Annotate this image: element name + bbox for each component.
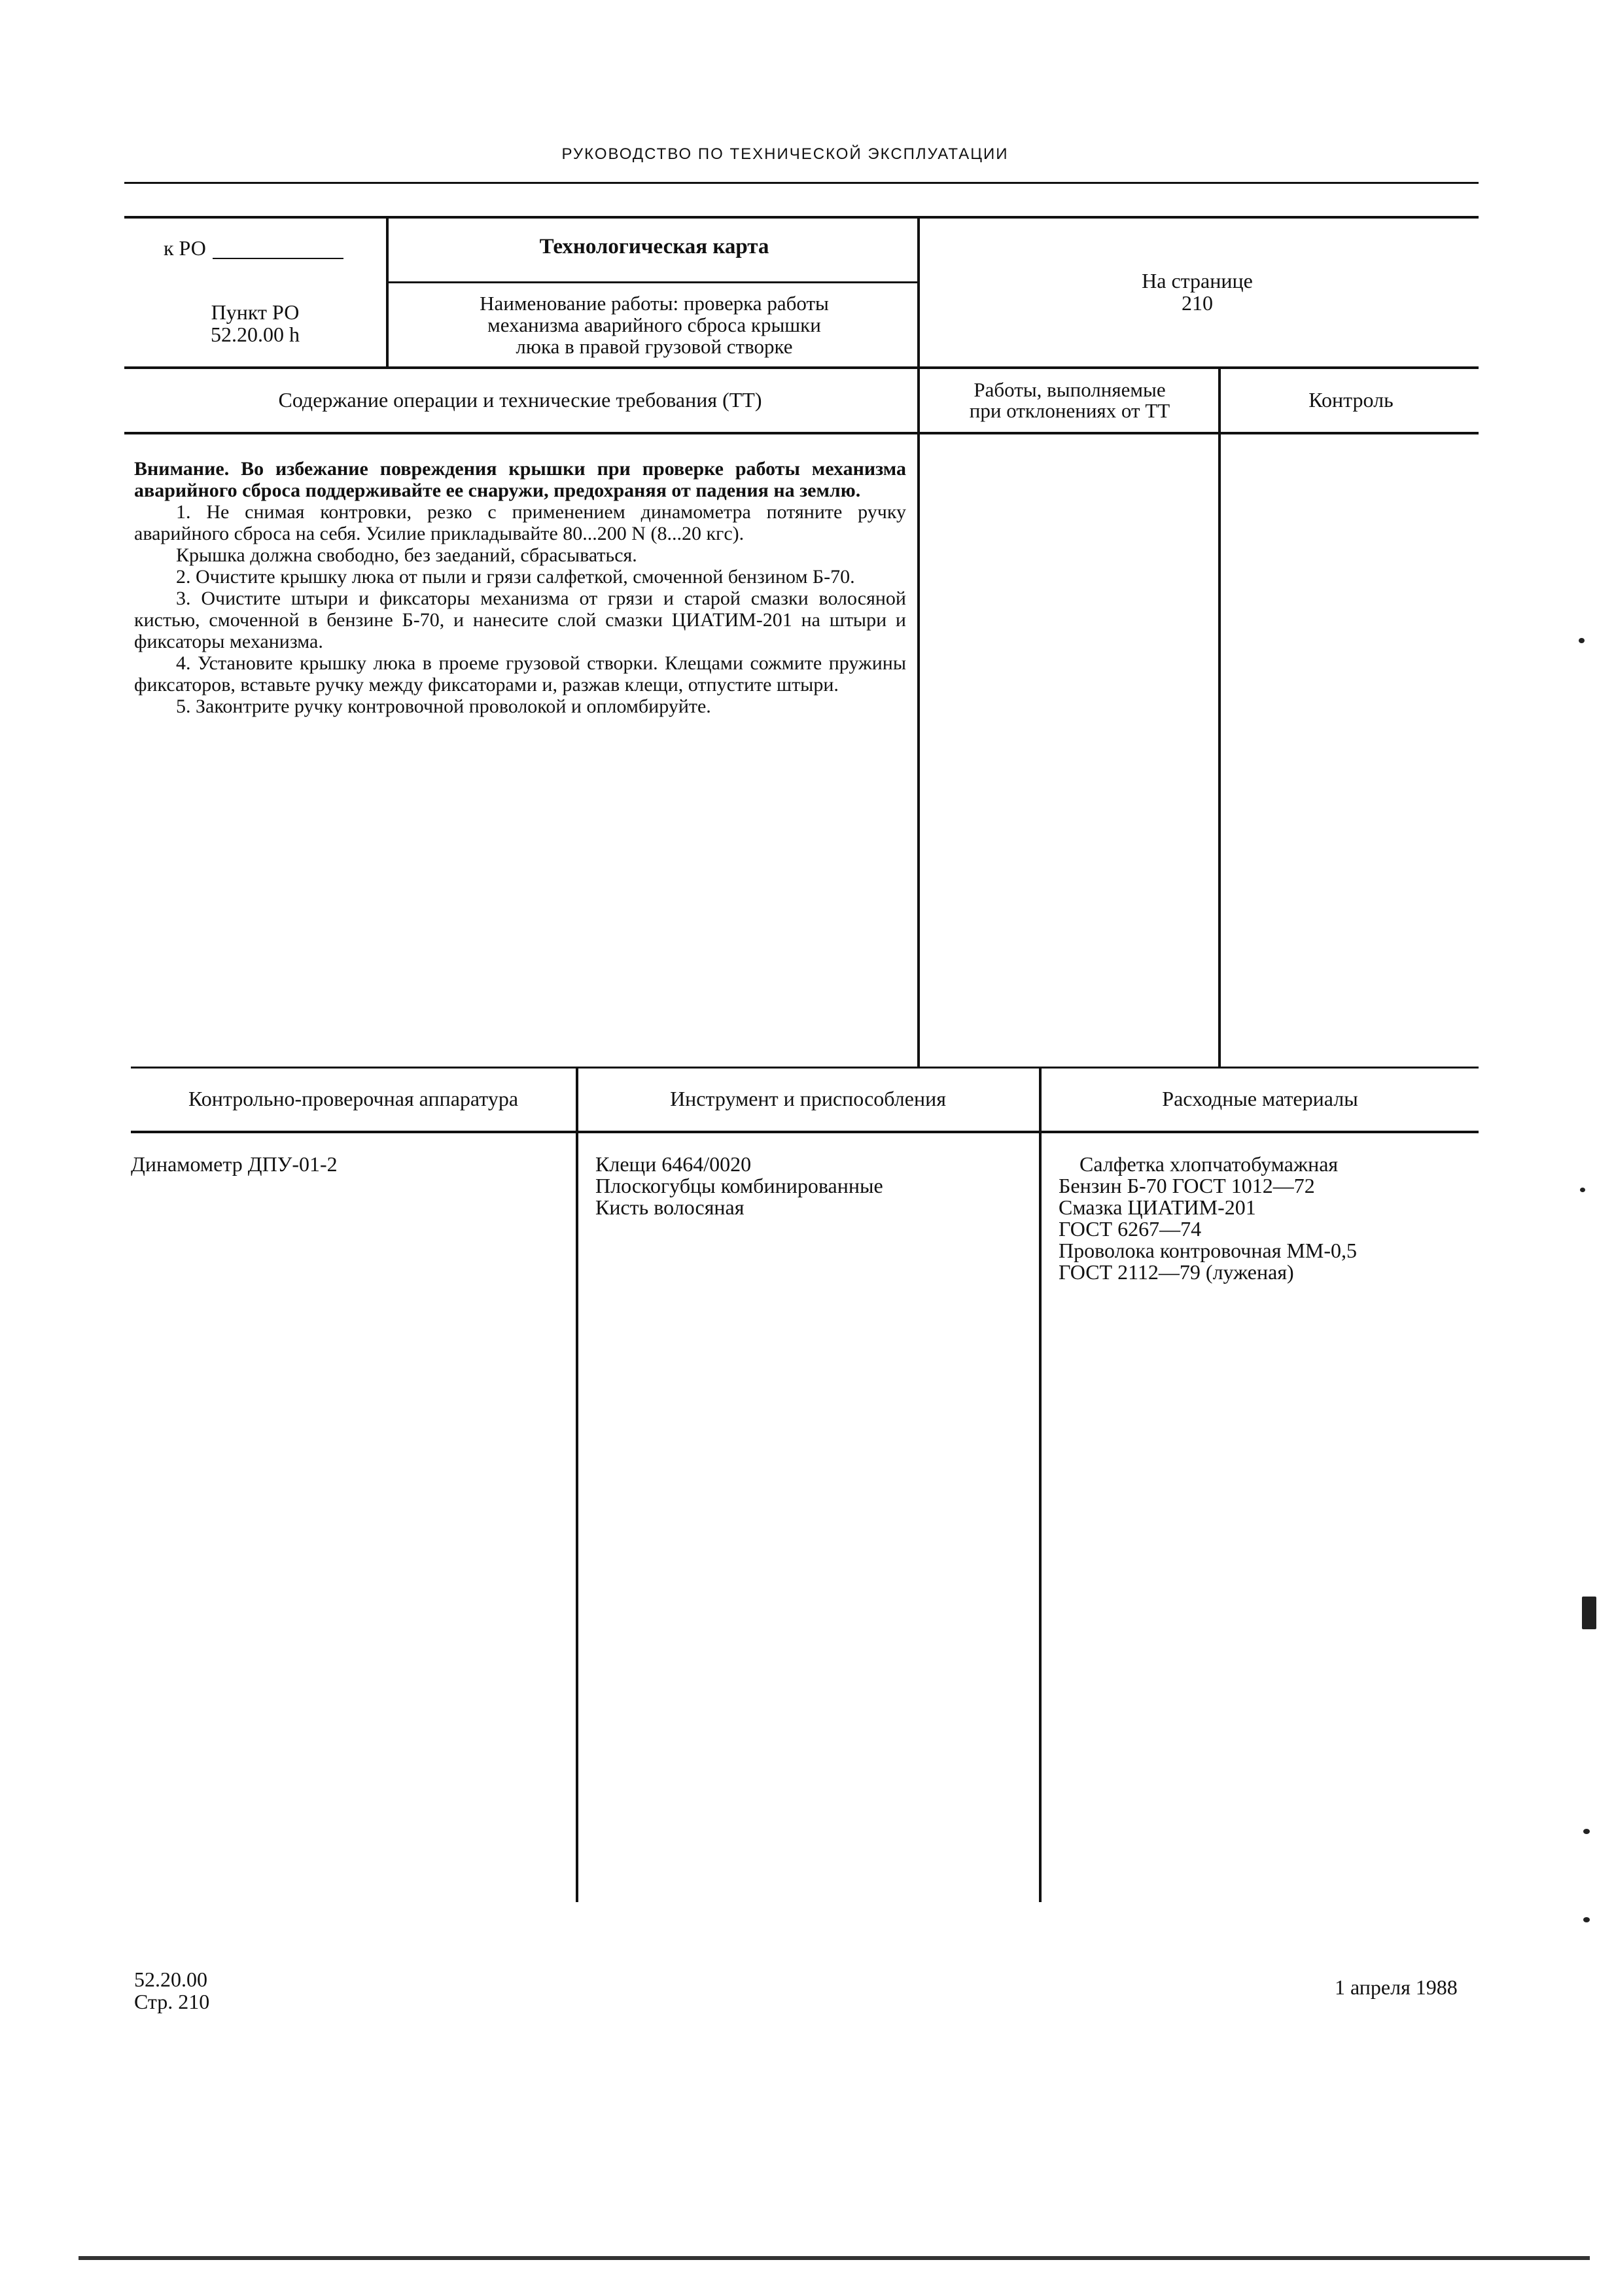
ref-blank-line bbox=[213, 258, 343, 259]
materials-item: ГОСТ 2112—79 (луженая) bbox=[1059, 1260, 1294, 1284]
ref-label-text: к РО bbox=[164, 236, 206, 260]
page-ref-label: На странице bbox=[1142, 269, 1253, 292]
card-mid-rule bbox=[386, 281, 917, 283]
resources-divider-1 bbox=[576, 1068, 578, 1902]
work-name-line-1: Наименование работы: проверка работы bbox=[480, 292, 829, 315]
operation-step-1: 1. Не снимая контровки, резко с применением динамометра потяните ручку аварийного сброса на себя. Усилие прикладывайте 80...200 N (8...20 кгс). bbox=[134, 501, 906, 544]
materials-item: Проволока контровочная ММ-0,5 bbox=[1059, 1239, 1357, 1262]
column-header-operation: Содержание операции и технические требования (ТТ) bbox=[278, 388, 762, 412]
scan-artifact bbox=[1583, 1829, 1590, 1834]
scan-bottom-edge bbox=[79, 2256, 1590, 2260]
card-divider-2 bbox=[917, 216, 920, 1068]
tools-header: Инструмент и приспособления bbox=[670, 1087, 946, 1110]
column-header-deviation-line-1: Работы, выполняемые bbox=[974, 378, 1166, 401]
scan-artifact bbox=[1583, 1917, 1590, 1922]
operation-step-3: 3. Очистите штыри и фиксаторы механизма от грязи и старой смазки волосяной кистью, смоченной в бензине Б-70, и нанесите слой смазки ЦИАТИМ-201 на штыри и фиксаторы механизма. bbox=[134, 588, 906, 652]
page-ref-block bbox=[1034, 270, 1361, 314]
work-name bbox=[393, 292, 916, 357]
column-header-deviation bbox=[922, 380, 1217, 421]
footer-date: 1 апреля 1988 bbox=[1335, 1975, 1458, 1999]
materials-item: Бензин Б-70 ГОСТ 1012—72 bbox=[1059, 1174, 1315, 1197]
card-title: Технологическая карта bbox=[539, 235, 769, 258]
materials-list bbox=[1059, 1154, 1357, 1283]
tools-item: Клещи 6464/0020 bbox=[595, 1152, 752, 1176]
page-ref-value: 210 bbox=[1182, 291, 1213, 315]
tools-list bbox=[595, 1154, 883, 1218]
work-name-line-3: люка в правой грузовой створке bbox=[516, 335, 793, 358]
card-divider-1 bbox=[386, 216, 389, 366]
punkt-label: Пункт РО bbox=[211, 300, 300, 324]
equipment-header: Контрольно-проверочная аппаратура bbox=[188, 1087, 519, 1110]
materials-header: Расходные материалы bbox=[1162, 1087, 1358, 1110]
operation-warning: Внимание. Во избежание повреждения крышки при проверке работы механизма аварийного сброса поддерживайте ее снаружи, предохраняя от падения на землю. bbox=[134, 458, 906, 501]
materials-item: Салфетка хлопчатобумажная bbox=[1079, 1152, 1339, 1176]
scan-artifact bbox=[1579, 638, 1585, 643]
scan-artifact bbox=[1582, 1597, 1596, 1629]
column-divider-control bbox=[1218, 366, 1221, 1068]
operation-step-2: 2. Очистите крышку люка от пыли и грязи салфеткой, смоченной бензином Б-70. bbox=[176, 566, 855, 588]
column-header-rule bbox=[124, 432, 1479, 434]
work-name-line-2: механизма аварийного сброса крышки bbox=[487, 313, 821, 336]
tools-item: Кисть волосяная bbox=[595, 1195, 745, 1219]
resources-divider-2 bbox=[1039, 1068, 1042, 1902]
materials-item: ГОСТ 6267—74 bbox=[1059, 1217, 1202, 1241]
tools-item: Плоскогубцы комбинированные bbox=[595, 1174, 883, 1197]
operation-content bbox=[134, 458, 906, 717]
header-rule bbox=[124, 182, 1479, 184]
document-header-title: РУКОВОДСТВО ПО ТЕХНИЧЕСКОЙ ЭКСПЛУАТАЦИИ bbox=[561, 145, 1009, 163]
operation-step-4: 4. Установите крышку люка в проеме грузовой створки. Клещами сожмите пружины фиксаторов, вставьте ручку между фиксаторами и, разжав клещи, отпустите штыри. bbox=[134, 652, 906, 696]
punkt-value: 52.20.00 h bbox=[211, 323, 300, 346]
card-top-border bbox=[124, 216, 1479, 219]
resources-top-rule bbox=[131, 1067, 1479, 1069]
punkt-block bbox=[150, 301, 360, 345]
equipment-list bbox=[131, 1154, 338, 1175]
footer-page: Стр. 210 bbox=[134, 1990, 210, 2013]
column-header-deviation-line-2: при отклонениях от ТТ bbox=[969, 399, 1170, 422]
card-bottom-border bbox=[124, 366, 1479, 369]
footer-section: 52.20.00 bbox=[134, 1968, 207, 1991]
ref-label bbox=[164, 237, 206, 259]
resources-header-rule bbox=[131, 1131, 1479, 1133]
scan-artifact bbox=[1580, 1188, 1585, 1192]
column-header-control: Контроль bbox=[1308, 388, 1394, 412]
operation-step-5: 5. Законтрите ручку контровочной проволокой и опломбируйте. bbox=[176, 696, 711, 717]
footer-left bbox=[134, 1968, 209, 2013]
operation-step-1-requirement: Крышка должна свободно, без заеданий, сбрасываться. bbox=[176, 544, 637, 566]
materials-item: Смазка ЦИАТИМ-201 bbox=[1059, 1195, 1256, 1219]
equipment-item: Динамометр ДПУ-01-2 bbox=[131, 1152, 338, 1176]
